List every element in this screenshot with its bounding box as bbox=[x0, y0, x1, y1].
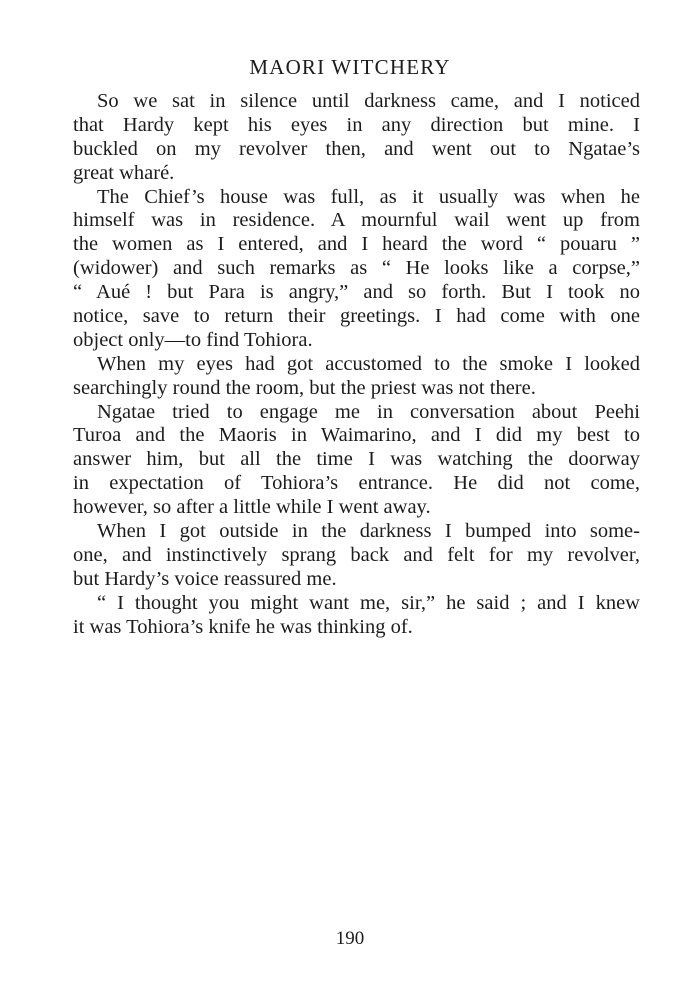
body-text bbox=[73, 90, 640, 639]
running-head: MAORI WITCHERY bbox=[249, 55, 451, 79]
text-line: object only—to find Tohiora. bbox=[73, 328, 313, 351]
text-line: great wharé. bbox=[73, 161, 175, 184]
text-line: Turoa and the Maoris in Waimarino, and I did my best to bbox=[73, 424, 640, 447]
text-line: When my eyes had got accustomed to the smoke I looked bbox=[97, 352, 640, 375]
text-line: notice, save to return their greetings. I had come with one bbox=[73, 305, 640, 328]
text-line: however, so after a little while I went away. bbox=[73, 496, 431, 519]
text-line: the women as I entered, and I heard the word “ pouaru ” bbox=[73, 233, 640, 256]
text-line: himself was in residence. A mournful wail went up from bbox=[73, 209, 640, 232]
text-line: “ Aué ! but Para is angry,” and so forth. But I took no bbox=[73, 281, 640, 304]
text-line: that Hardy kept his eyes in any direction but mine. I bbox=[73, 113, 640, 136]
text-line: (widower) and such remarks as “ He looks like a corpse,” bbox=[73, 257, 640, 280]
text-line: The Chief’s house was full, as it usually was when he bbox=[97, 185, 640, 208]
text-line: buckled on my revolver then, and went out to Ngatae’s bbox=[73, 137, 640, 160]
text-line: one, and instinctively sprang back and felt for my revolver, bbox=[73, 543, 640, 566]
text-line: but Hardy’s voice reassured me. bbox=[73, 567, 337, 590]
text-line: When I got outside in the darkness I bumped into some- bbox=[97, 520, 640, 543]
text-line: answer him, but all the time I was watching the doorway bbox=[73, 448, 640, 471]
text-line: searchingly round the room, but the priest was not there. bbox=[73, 376, 536, 399]
text-line: Ngatae tried to engage me in conversation about Peehi bbox=[97, 400, 640, 423]
page-number: 190 bbox=[335, 928, 365, 949]
text-line: in expectation of Tohiora’s entrance. He did not come, bbox=[73, 472, 640, 495]
text-line: “ I thought you might want me, sir,” he said ; and I knew bbox=[97, 591, 640, 614]
text-line: So we sat in silence until darkness came, and I noticed bbox=[97, 90, 640, 112]
text-line: it was Tohiora’s knife he was thinking of. bbox=[73, 615, 413, 638]
